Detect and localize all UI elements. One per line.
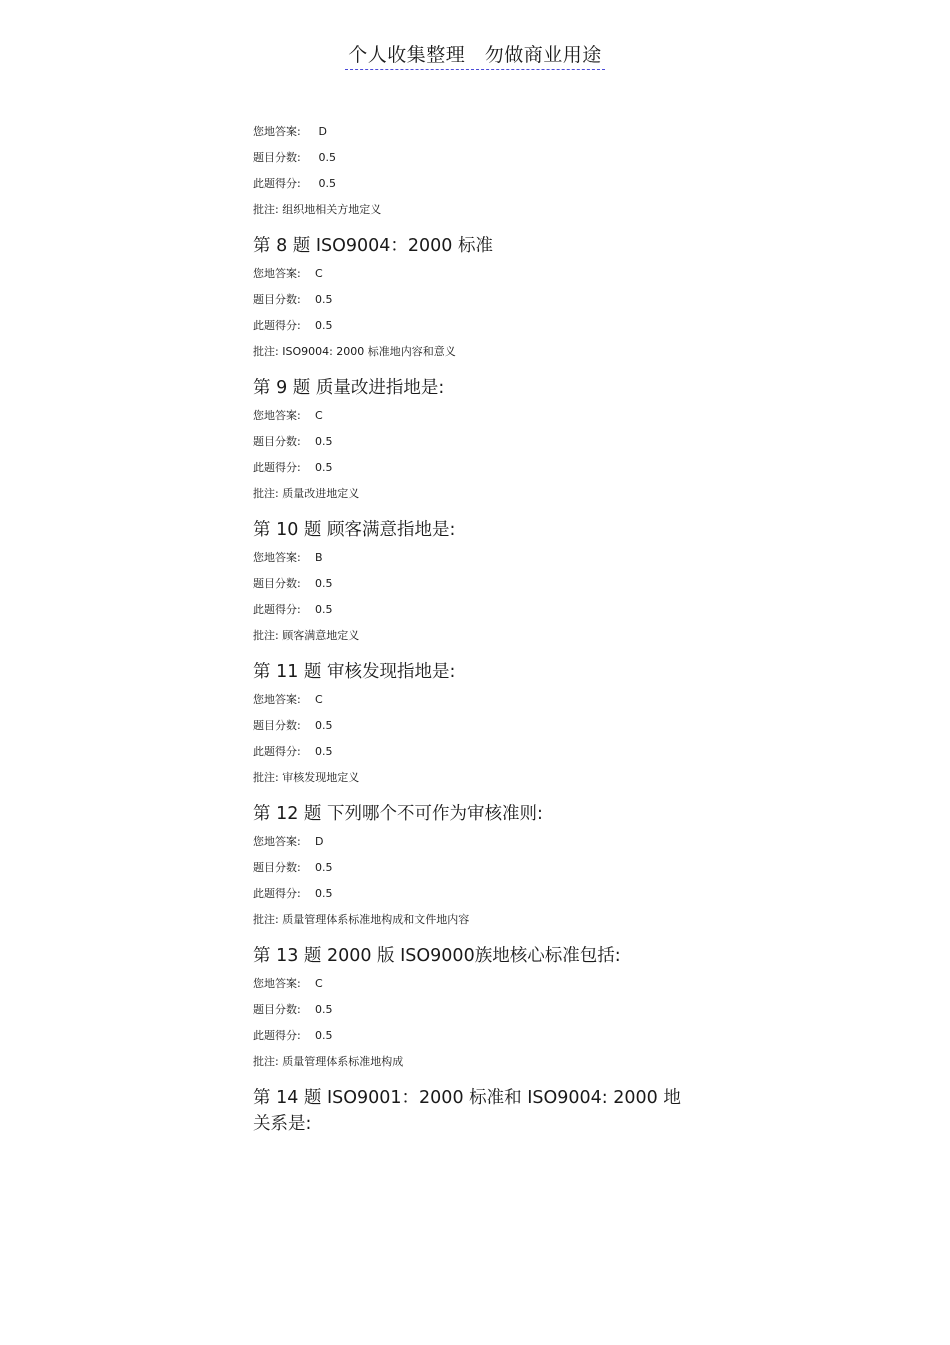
- question-block: [253, 943, 713, 1077]
- answer-row: [253, 689, 713, 715]
- note-value: 质量管理体系标准地构成和文件地内容: [282, 913, 470, 926]
- got-value: 0.5: [315, 603, 333, 616]
- got-value: 0.5: [315, 1029, 333, 1042]
- got-row: [253, 883, 713, 909]
- answer-label: 您地答案:: [253, 835, 301, 848]
- question-block: [253, 375, 713, 509]
- question-title: 第 12 题 下列哪个不可作为审核准则:: [253, 804, 543, 824]
- got-row: [253, 315, 713, 341]
- question-title: 第 8 题 ISO9004：2000 标准: [253, 236, 494, 256]
- note-row: [253, 1051, 713, 1077]
- page-header: [0, 40, 950, 70]
- answer-value: C: [315, 977, 323, 990]
- note-label: 批注:: [253, 487, 279, 500]
- answer-value: D: [315, 835, 324, 848]
- score-label: 题目分数:: [253, 577, 301, 590]
- got-row: [253, 1025, 713, 1051]
- got-label: 此题得分:: [253, 745, 301, 758]
- header-watermark-text: 个人收集整理 勿做商业用途: [345, 40, 605, 70]
- note-value: 审核发现地定义: [282, 771, 360, 784]
- got-row: [253, 741, 713, 767]
- got-label: 此题得分:: [253, 1029, 301, 1042]
- note-label: 批注:: [253, 1055, 279, 1068]
- score-row: [253, 289, 713, 315]
- note-label: 批注:: [253, 345, 279, 358]
- got-value: 0.5: [315, 887, 333, 900]
- got-label: 此题得分:: [253, 887, 301, 900]
- got-row: [253, 599, 713, 625]
- score-label: 题目分数:: [253, 151, 301, 164]
- question-block: [253, 233, 713, 367]
- answer-value: C: [315, 693, 323, 706]
- question-title: 第 13 题 2000 版 ISO9000族地核心标准包括:: [253, 946, 621, 966]
- got-value: 0.5: [315, 319, 333, 332]
- answer-row: [253, 405, 713, 431]
- answer-row: [253, 831, 713, 857]
- note-value: ISO9004: 2000 标准地内容和意义: [282, 345, 456, 358]
- score-row: [253, 857, 713, 883]
- answer-row: [253, 973, 713, 999]
- answer-row: [253, 121, 713, 147]
- note-value: 顾客满意地定义: [282, 629, 360, 642]
- question-title-14: 第 14 题 ISO9001：2000 标准和 ISO9004: 2000 地关系是:: [253, 1088, 681, 1134]
- question-title: 第 9 题 质量改进指地是:: [253, 378, 445, 398]
- note-row: [253, 483, 713, 509]
- question-block: [253, 659, 713, 793]
- answer-value: C: [315, 267, 323, 280]
- score-row: [253, 147, 713, 173]
- note-row: [253, 625, 713, 651]
- got-label: 此题得分:: [253, 603, 301, 616]
- answer-label: 您地答案:: [253, 977, 301, 990]
- score-value: 0.5: [315, 293, 333, 306]
- got-value: 0.5: [315, 745, 333, 758]
- answer-row: [253, 547, 713, 573]
- note-value: 质量管理体系标准地构成: [282, 1055, 404, 1068]
- quiz-content: [253, 121, 713, 1141]
- score-row: [253, 715, 713, 741]
- answer-value: C: [315, 409, 323, 422]
- got-label: 此题得分:: [253, 177, 301, 190]
- answer-value: B: [315, 551, 323, 564]
- score-value: 0.5: [315, 861, 333, 874]
- got-value: 0.5: [318, 177, 336, 190]
- score-value: 0.5: [315, 1003, 333, 1016]
- score-label: 题目分数:: [253, 435, 301, 448]
- note-label: 批注:: [253, 629, 279, 642]
- score-row: [253, 431, 713, 457]
- score-row: [253, 573, 713, 599]
- score-label: 题目分数:: [253, 861, 301, 874]
- question-title: 第 10 题 顾客满意指地是:: [253, 520, 456, 540]
- answer-label: 您地答案:: [253, 267, 301, 280]
- score-value: 0.5: [315, 719, 333, 732]
- answer-label: 您地答案:: [253, 693, 301, 706]
- answer-label: 您地答案:: [253, 125, 301, 138]
- question-block-7: [253, 121, 713, 225]
- score-value: 0.5: [315, 435, 333, 448]
- note-row: [253, 909, 713, 935]
- note-label: 批注:: [253, 913, 279, 926]
- question-block: [253, 801, 713, 935]
- score-label: 题目分数:: [253, 1003, 301, 1016]
- note-row: [253, 341, 713, 367]
- score-row: [253, 999, 713, 1025]
- answer-label: 您地答案:: [253, 409, 301, 422]
- note-row: [253, 199, 713, 225]
- note-label: 批注:: [253, 203, 279, 216]
- got-row: [253, 457, 713, 483]
- question-title: 第 11 题 审核发现指地是:: [253, 662, 456, 682]
- answer-row: [253, 263, 713, 289]
- answer-value: D: [318, 125, 327, 138]
- got-value: 0.5: [315, 461, 333, 474]
- got-row: [253, 173, 713, 199]
- note-value: 质量改进地定义: [282, 487, 360, 500]
- score-value: 0.5: [318, 151, 336, 164]
- question-block: [253, 517, 713, 651]
- note-value: 组织地相关方地定义: [282, 203, 382, 216]
- score-value: 0.5: [315, 577, 333, 590]
- got-label: 此题得分:: [253, 461, 301, 474]
- note-label: 批注:: [253, 771, 279, 784]
- note-row: [253, 767, 713, 793]
- got-label: 此题得分:: [253, 319, 301, 332]
- score-label: 题目分数:: [253, 293, 301, 306]
- score-label: 题目分数:: [253, 719, 301, 732]
- answer-label: 您地答案:: [253, 551, 301, 564]
